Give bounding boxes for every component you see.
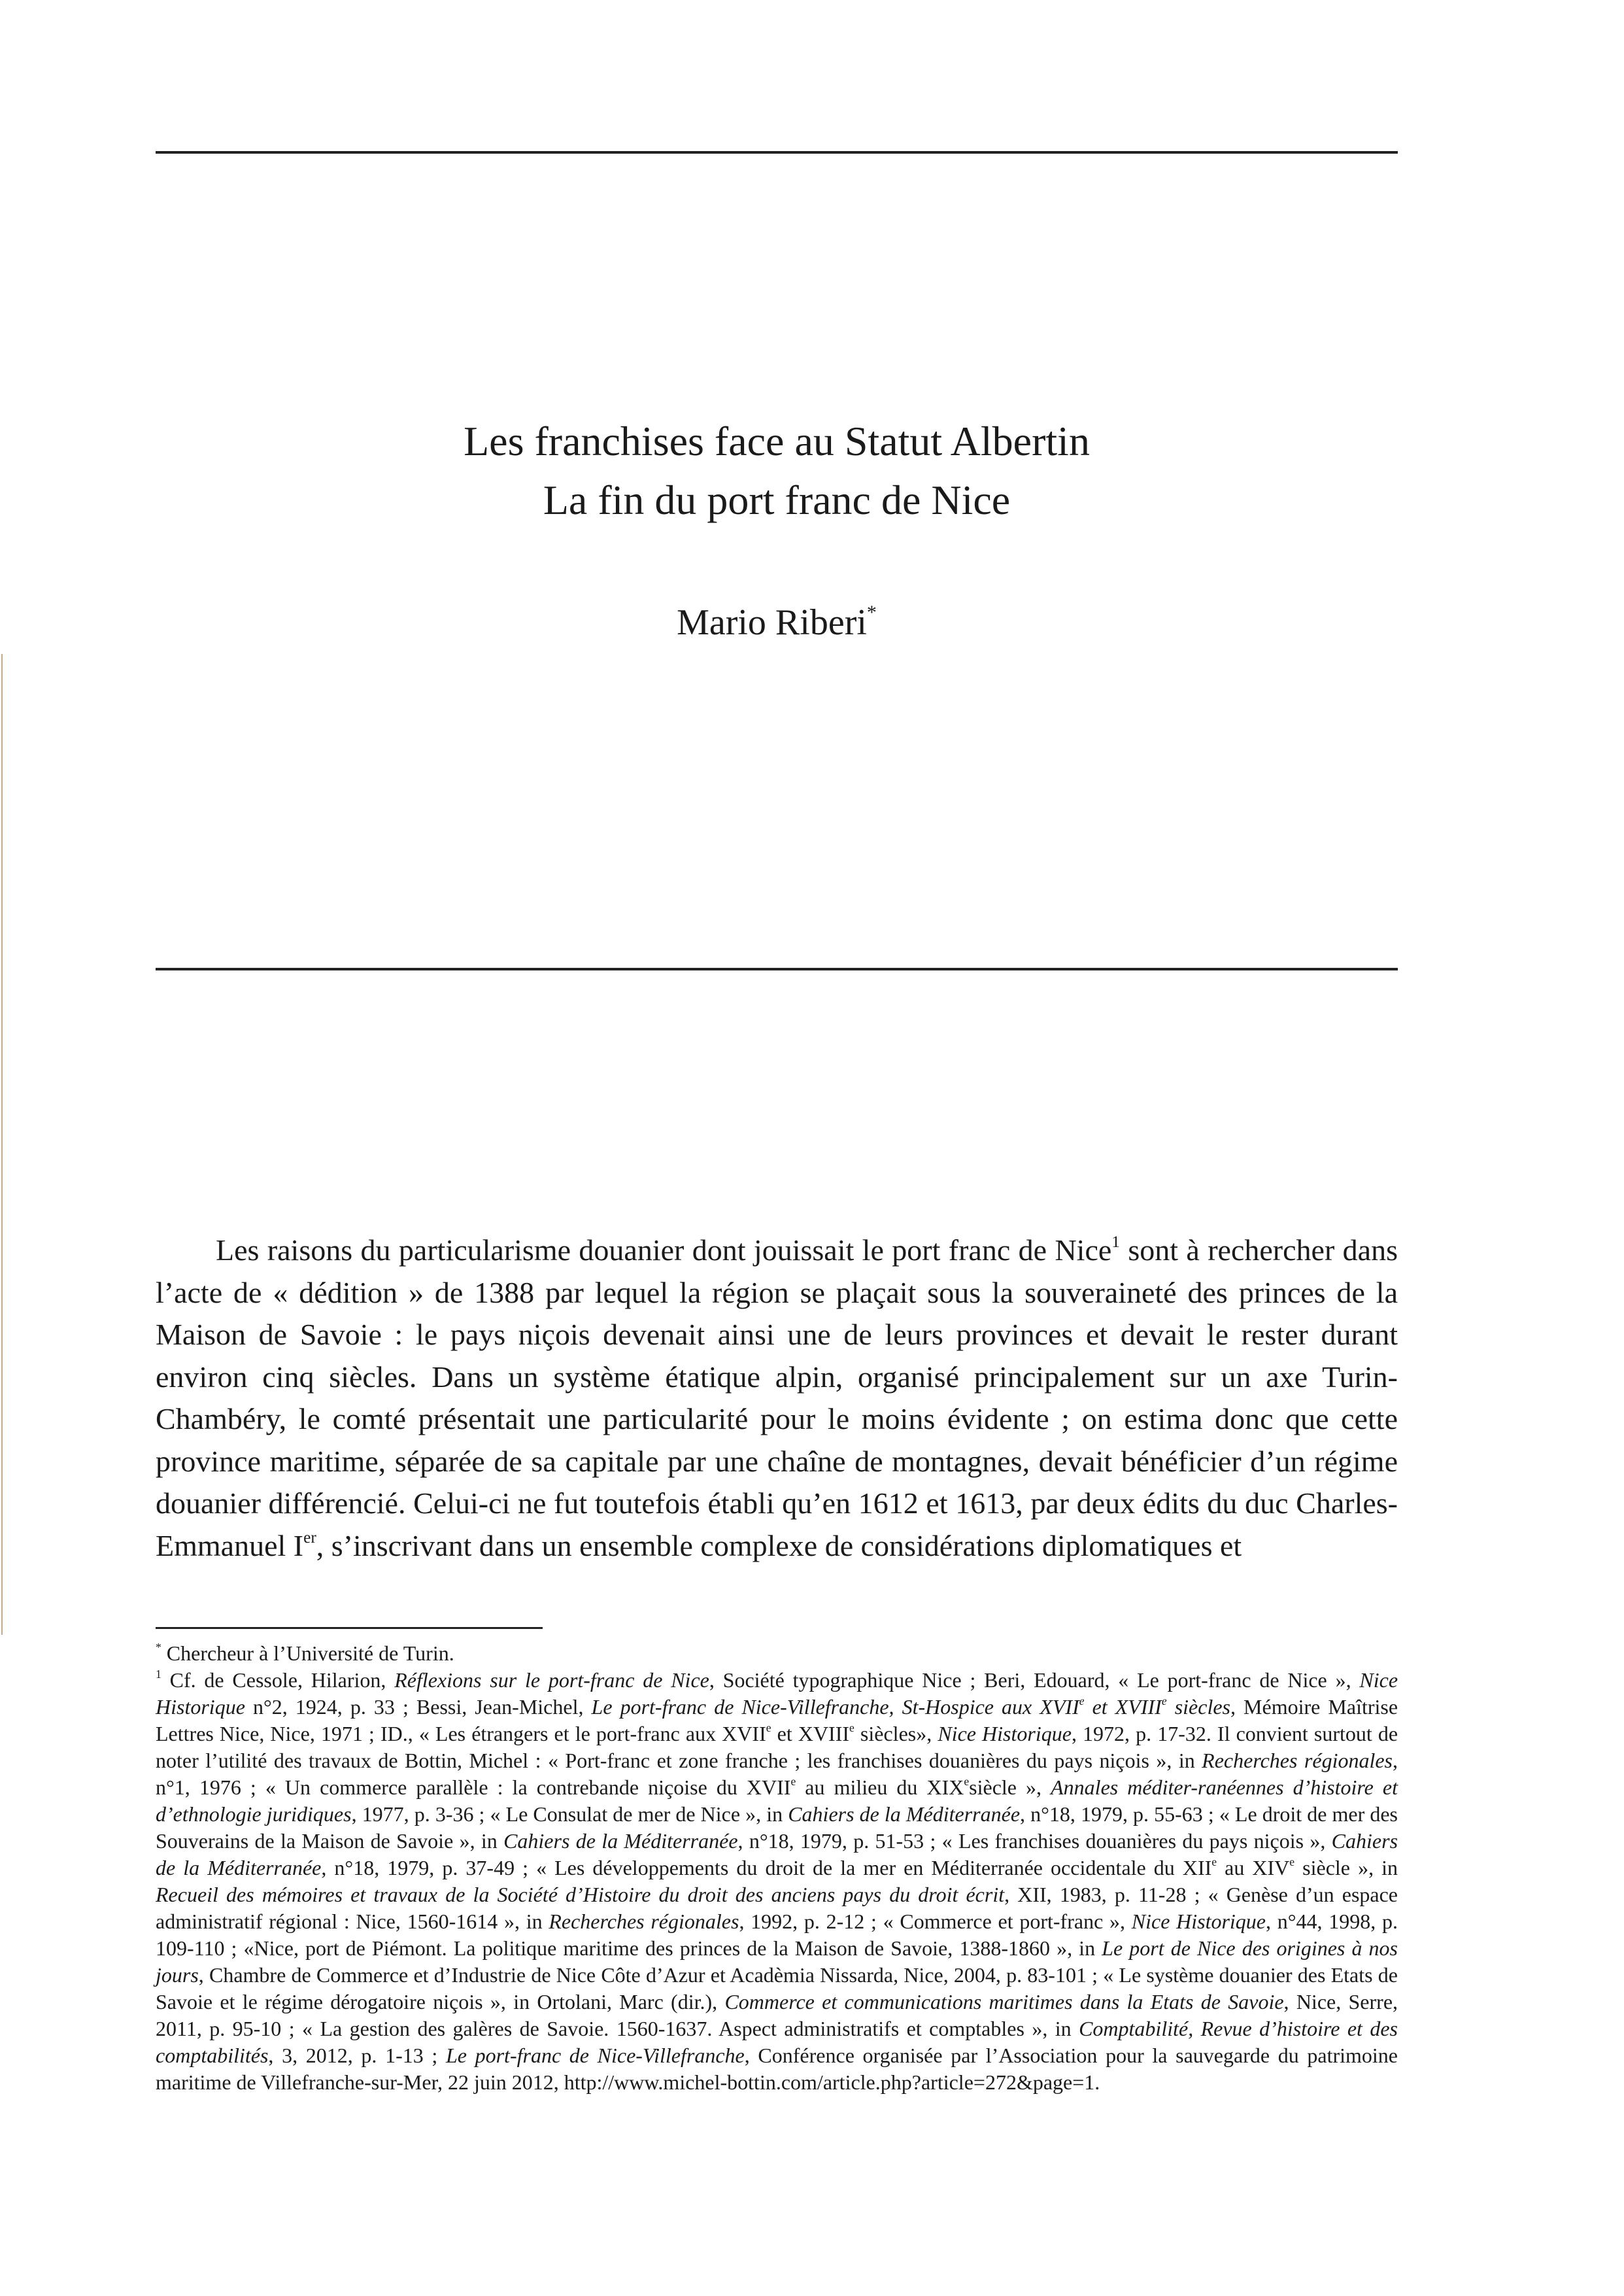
footnote-1-segment: Recueil des mémoires et travaux de la Société d’Histoire du droit des anciens pays du droit écrit [156,1883,1005,1906]
footnote-separator [156,1627,543,1629]
footnote-1-segment: Nice Historique [156,1668,1398,1719]
footnote-1-segment: , n°44, 1998, p. 109-110 ; «Nice, port de Piémont. La politique maritime des princes de la Maison de Savoie, 1388-1860 », in [156,1910,1398,1960]
footnote-1-segment: Cf. de Cessole, Hilarion, [161,1668,395,1692]
footnote-1-segment: et XVIII [1084,1695,1162,1719]
footnote-1-segment: Cahiers de la Méditerranée [503,1829,738,1853]
footnote-1-segment: Le port-franc de Nice-Villefranche, St-Hospice aux XVII [591,1695,1079,1719]
body-paragraph [156,1229,1398,1567]
footnote-1-segment: Comptabilité, Revue d’histoire et des comptabilités [156,2017,1398,2067]
footnote-1-segment: siècle », [969,1775,1051,1799]
ordinal-superscript: er [303,1528,316,1547]
footnote-1-segment: , n°18, 1979, p. 37-49 ; « Les développements du droit de la mer en Méditerranée occidentale du XII [321,1856,1212,1879]
footnote-1-segment: et XVIII [771,1722,850,1745]
footnote-1-segment: Recherches régionales [1202,1749,1393,1772]
footnote-1-segment: , XII, 1983, p. 11-28 ; « Genèse d’un espace administratif régional : Nice, 1560-1614 », in [156,1883,1398,1933]
footnote-1-segment: , Nice, Serre, 2011, p. 95-10 ; « La gestion des galères de Savoie. 1560-1637. Aspect administratifs et comptables », in [156,1990,1398,2040]
footnote-1-segment: Mémoire Maîtrise Lettres Nice, Nice, 1971 ; ID., « Les étrangers et le port-franc aux XVII [156,1695,1398,1745]
title-line-2: La fin du port franc de Nice [543,477,1011,523]
footnote-1-segment: siècle », in [1294,1856,1398,1879]
section-rule [156,968,1398,970]
article-title [156,412,1398,530]
footnote-1-segment: Le port de Nice des origines à nos jours [156,1936,1398,1987]
footnote-1-segment: , 1992, p. 2-12 ; « Commerce et port-franc », [739,1910,1132,1933]
footnote-1-segment: , Conférence organisée par l’Association pour la sauvegarde du patrimoine maritime de Villefranche-sur-Mer, 22 juin 2012, http://www.michel-bottin.com/article.php?article=272&page=1. [156,2044,1398,2094]
footnote-1-segment: Nice Historique [1131,1910,1266,1933]
footnote-superscript: e [1079,1694,1085,1707]
footnote-superscript: e [849,1721,854,1734]
footnote-1-segment: , 3, 2012, p. 1-13 ; [268,2044,446,2067]
footnote-1-segment: n°2, 1924, p. 33 ; Bessi, Jean-Michel, [245,1695,592,1719]
header-rule [156,151,1398,154]
footnote-1-segment: , n°18, 1979, p. 55-63 ; « Le droit de mer des Souverains de la Maison de Savoie », in [156,1802,1398,1853]
author-byline [156,602,1398,643]
footnote-superscript: e [766,1721,771,1734]
footnote-1-segment: , n°1, 1976 ; « Un commerce parallèle : la contrebande niçoise du XVII [156,1749,1398,1799]
footnote-ref-1[interactable]: 1 [1111,1232,1120,1251]
footnote-1-segment: Le port-franc de Nice-Villefranche [445,2044,745,2067]
footnote-1-mark: 1 [156,1667,161,1681]
footnote-superscript: e [790,1774,796,1788]
footnote-1-segment: Nice Historique [938,1722,1072,1745]
title-line-1: Les franchises face au Statut Albertin [464,418,1090,464]
footnote-1-segment: Annales méditer-ranéennes d’histoire et d’ethnologie juridiques [156,1775,1398,1826]
footnote-1-segment: , n°18, 1979, p. 51-53 ; « Les franchises douanières du pays niçois », [737,1829,1332,1853]
footnote-1-segment: , 1972, p. 17-32. Il convient surtout de noter l’utilité des travaux de Bottin, Michel : « Port-franc et zone franche ; les franchises douanières du pays niçois », in [156,1722,1398,1772]
page-edge-mark [0,0,4,2296]
footnote-1-segment: Commerce et communications maritimes dans la Etats de Savoie [724,1990,1284,2013]
footnote-1-segment: Recherches régionales [549,1910,739,1933]
footnote-1-segment: siècles, [1166,1695,1236,1719]
author-name: Mario Riberi [677,602,867,643]
footnote-1 [156,1667,1398,2096]
footnote-1-segment: , 1977, p. 3-36 ; « Le Consulat de mer de Nice », in [351,1802,788,1826]
footnote-1-segment: Cahiers de la Méditerranée [788,1802,1021,1826]
footnote-superscript: e [1211,1855,1217,1868]
footnote-superscript: e [1161,1694,1167,1707]
footnotes [156,1640,1398,2096]
footnote-1-segment: , Chambre de Commerce et d’Industrie de Nice Côte d’Azur et Acadèmia Nissarda, Nice, 2004, p. 83-101 ; « Le système douanier des Etats de Savoie et le régime dérogatoire niçois », in Ortolani, Marc (dir.), [156,1963,1398,2013]
footnote-star-mark: * [156,1640,161,1654]
footnote-1-segment: , Société typographique Nice ; Beri, Edouard, « Le port-franc de Nice », [709,1668,1360,1692]
footnote-1-segment: au milieu du XIX [796,1775,964,1799]
footnote-1-segment: siècles», [854,1722,938,1745]
footnote-superscript: e [964,1774,970,1788]
body-text [156,1229,1398,1567]
footnote-1-segment: Cahiers de la Méditerranée [156,1829,1398,1879]
body-text-segment: sont à rechercher dans l’acte de « dédition » de 1388 par lequel la région se plaçait sous la souveraineté des princes de la Maison de Savoie : le pays niçois devenait ainsi une de leurs provinces et devait le rester durant environ cinq siècles. Dans un système étatique alpin, organisé principalement sur un axe Turin-Chambéry, le comté présentait une particularité pour le moins évidente ; on estima donc que cette province maritime, séparée de sa capitale par une chaîne de montagnes, devait bénéficier d’un régime douanier différencié. Celui-ci ne fut toutefois établi qu’en 1612 et 1613, par deux édits du duc Charles-Emmanuel I [156,1233,1398,1562]
footnote-superscript: e [1289,1855,1295,1868]
author-footnote-mark: * [866,602,877,623]
footnote-star-text: Chercheur à l’Université de Turin. [161,1641,454,1665]
body-text-segment: Les raisons du particularisme douanier dont jouissait le port franc de Nice [216,1233,1112,1267]
body-text-segment: , s’inscrivant dans un ensemble complexe de considérations diplomatiques et [316,1528,1242,1562]
footnote-star [156,1640,1398,1667]
footnote-1-segment: au XIV [1217,1856,1290,1879]
footnote-1-segment: Réflexions sur le port-franc de Nice [394,1668,709,1692]
